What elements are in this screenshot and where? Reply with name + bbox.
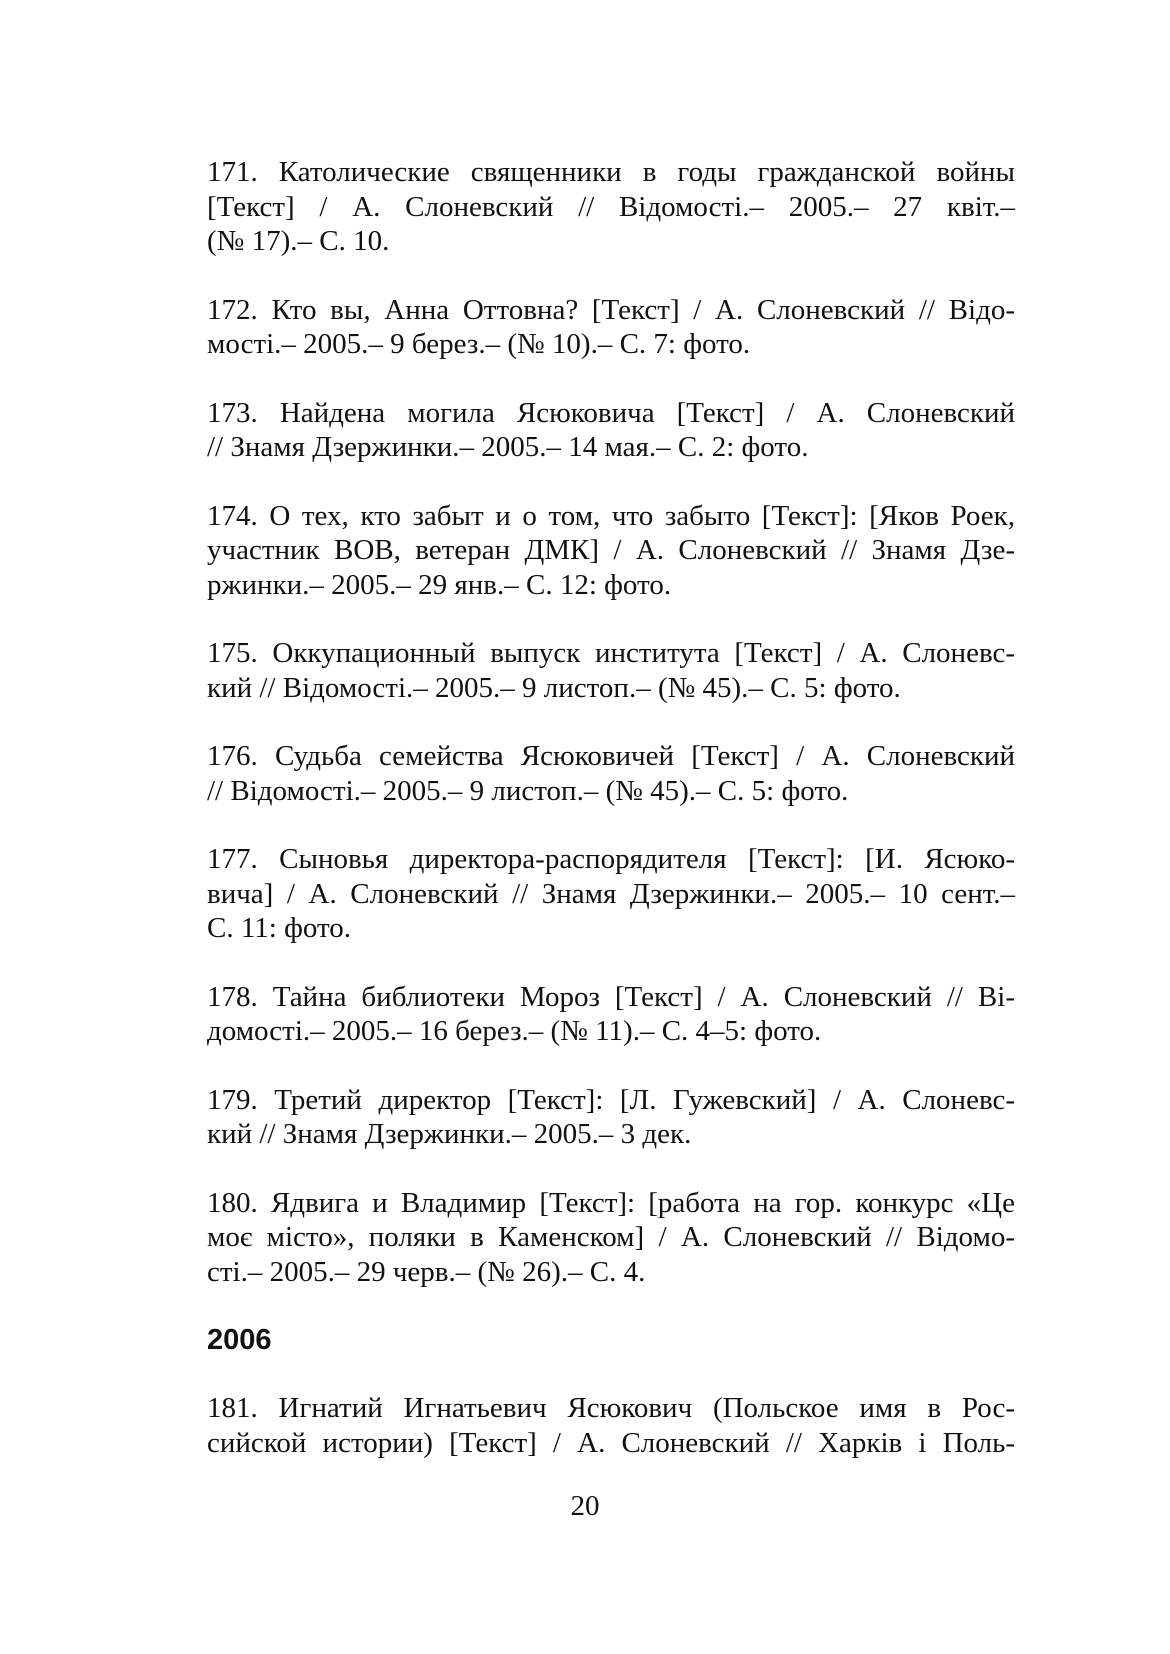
entry-line: 173. Найдена могила Ясюковича [Текст] / А. Слоневский — [207, 396, 1015, 429]
entries-list-2005 — [207, 155, 1015, 1289]
bibliography-entry — [207, 499, 1015, 603]
bibliography-entry — [207, 155, 1015, 259]
entry-line: 181. Игнатий Игнатьевич Ясюкович (Польское имя в Рос- — [207, 1392, 1015, 1424]
bibliography-entry — [207, 1186, 1015, 1290]
entry-line: 177. Сыновья директора-распорядителя [Текст]: [И. Ясюко- — [207, 843, 1015, 875]
bibliography-entry — [207, 842, 1015, 946]
entry-line: вича] / А. Слоневский // Знамя Дзержинки.– 2005.– 10 сент.– — [207, 877, 1015, 910]
entries-list-2006 — [207, 1391, 1015, 1460]
entry-line: 176. Судьба семейства Ясюковичей [Текст] / А. Слоневский — [207, 740, 1015, 772]
bibliography-entry — [207, 980, 1015, 1049]
bibliography-entry — [207, 1083, 1015, 1152]
entry-line: 174. О тех, кто забыт и о том, что забыто [Текст]: [Яков Роек, — [207, 499, 1015, 532]
entry-line: домості.– 2005.– 16 берез.– (№ 11).– С. 4–5: фото. — [207, 1015, 822, 1047]
bibliography-entry — [207, 293, 1015, 362]
entry-line: 175. Оккупационный выпуск института [Текст] / А. Слоневс- — [207, 637, 1015, 669]
entry-line: кий // Знамя Дзержинки.– 2005.– 3 дек. — [207, 1118, 692, 1150]
bibliography-page — [207, 155, 1015, 1494]
entry-line: участник ВОВ, ветеран ДМК] / А. Слоневский // Знамя Дзе- — [207, 534, 1015, 566]
entry-line: 171. Католические священники в годы гражданской войны — [207, 156, 1015, 188]
bibliography-entry — [207, 636, 1015, 705]
entry-line: [Текст] / А. Слоневский // Відомості.– 2005.– 27 квіт.– — [207, 190, 1015, 223]
entry-line: кий // Відомості.– 2005.– 9 листоп.– (№ 45).– С. 5: фото. — [207, 671, 901, 704]
entry-line: // Знамя Дзержинки.– 2005.– 14 мая.– С. 2: фото. — [207, 431, 809, 463]
entry-line: 178. Тайна библиотеки Мороз [Текст] / А. Слоневский // Ві- — [207, 980, 1015, 1013]
entry-line: ржинки.– 2005.– 29 янв.– С. 12: фото. — [207, 568, 672, 601]
entry-line: // Відомості.– 2005.– 9 листоп.– (№ 45).– С. 5: фото. — [207, 774, 849, 807]
entry-line: мості.– 2005.– 9 берез.– (№ 10).– С. 7: фото. — [207, 328, 751, 360]
bibliography-entry — [207, 1391, 1015, 1460]
bibliography-entry — [207, 739, 1015, 808]
entry-line: моє місто», поляки в Каменском] / А. Слоневский // Відомо- — [207, 1221, 1015, 1253]
entry-line: (№ 17).– С. 10. — [207, 225, 390, 257]
entry-line: 180. Ядвига и Владимир [Текст]: [работа на гор. конкурс «Це — [207, 1186, 1015, 1219]
entry-line: С. 11: фото. — [207, 912, 352, 944]
entry-line: сийской истории) [Текст] / А. Слоневский // Харків і Поль- — [207, 1426, 1015, 1459]
entry-line: 172. Кто вы, Анна Оттовна? [Текст] / А. Слоневский // Відо- — [207, 293, 1015, 326]
page-number: 20 — [570, 1490, 600, 1522]
year-heading: 2006 — [207, 1324, 272, 1356]
bibliography-entry — [207, 396, 1015, 465]
entry-line: сті.– 2005.– 29 черв.– (№ 26).– С. 4. — [207, 1255, 646, 1288]
entry-line: 179. Третий директор [Текст]: [Л. Гужевский] / А. Слоневс- — [207, 1083, 1015, 1116]
